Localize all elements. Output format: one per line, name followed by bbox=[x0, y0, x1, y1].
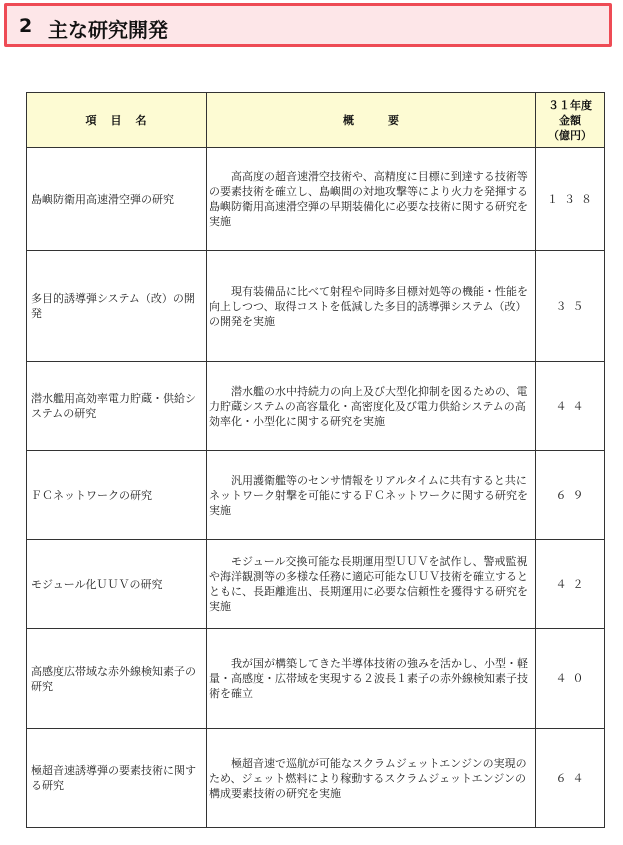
item-name: 島嶼防衛用高速滑空弾の研究 bbox=[27, 148, 207, 251]
header-item-name: 項目名 bbox=[27, 93, 207, 148]
section-title-box bbox=[4, 3, 612, 47]
item-name: 高感度広帯域な赤外線検知素子の研究 bbox=[27, 629, 207, 729]
item-summary: 潜水艦の水中持続力の向上及び大型化抑制を図るための、電力貯蔵システムの高容量化・高密度化及び電力供給システムの高効率化・小型化に関する研究を実施 bbox=[207, 362, 536, 451]
header-amount-year: ３１年度 bbox=[548, 98, 592, 112]
item-name: ＦＣネットワークの研究 bbox=[27, 451, 207, 540]
header-summary bbox=[207, 93, 536, 148]
item-summary: 我が国が構築してきた半導体技術の強みを活かし、小型・軽量・高感度・広帯域を実現する２波長１素子の赤外線検知素子技術を確立 bbox=[207, 629, 536, 729]
section-title: 主な研究開発 bbox=[48, 18, 168, 42]
table-header-row bbox=[27, 93, 605, 148]
item-amount: ６４ bbox=[536, 729, 605, 828]
table-row bbox=[27, 251, 605, 362]
item-name: 潜水艦用高効率電力貯蔵・供給システムの研究 bbox=[27, 362, 207, 451]
table-row bbox=[27, 729, 605, 828]
item-summary: モジュール交換可能な長期運用型ＵＵＶを試作し、警戒監視や海洋観測等の多様な任務に適応可能なＵＵＶ技術を確立するとともに、長距離進出、長期運用に必要な信頼性を獲得する研究を実施 bbox=[207, 540, 536, 629]
header-amount bbox=[536, 93, 605, 148]
item-amount: １３８ bbox=[536, 148, 605, 251]
item-summary: 高高度の超音速滑空技術や、高精度に目標に到達する技術等の要素技術を確立し、島嶼間の対地攻撃等により火力を発揮する島嶼防衛用高速滑空弾の早期装備化に必要な技術に関する研究を実施 bbox=[207, 148, 536, 251]
header-summary-right: 要 bbox=[388, 113, 399, 127]
item-name: 極超音速誘導弾の要素技術に関する研究 bbox=[27, 729, 207, 828]
item-summary: 極超音速で巡航が可能なスクラムジェットエンジンの実現のため、ジェット燃料により稼動するスクラムジェットエンジンの構成要素技術の研究を実施 bbox=[207, 729, 536, 828]
item-amount: ３５ bbox=[536, 251, 605, 362]
header-amount-unit: （億円） bbox=[548, 128, 592, 142]
research-table bbox=[26, 92, 605, 828]
section-number: 2 bbox=[19, 15, 33, 37]
table-row bbox=[27, 629, 605, 729]
table-row bbox=[27, 148, 605, 251]
item-amount: ４０ bbox=[536, 629, 605, 729]
item-amount: ６９ bbox=[536, 451, 605, 540]
header-amount-label: 金額 bbox=[559, 113, 581, 127]
item-name: モジュール化ＵＵＶの研究 bbox=[27, 540, 207, 629]
item-amount: ４２ bbox=[536, 540, 605, 629]
item-amount: ４４ bbox=[536, 362, 605, 451]
table-row bbox=[27, 451, 605, 540]
item-summary: 現有装備品に比べて射程や同時多目標対処等の機能・性能を向上しつつ、取得コストを低減した多目的誘導弾システム（改）の開発を実施 bbox=[207, 251, 536, 362]
item-name: 多目的誘導弾システム（改）の開発 bbox=[27, 251, 207, 362]
header-summary-left: 概 bbox=[343, 113, 354, 127]
table-row bbox=[27, 540, 605, 629]
item-summary: 汎用護衛艦等のセンサ情報をリアルタイムに共有すると共にネットワーク射撃を可能にするＦＣネットワークに関する研究を実施 bbox=[207, 451, 536, 540]
table-row bbox=[27, 362, 605, 451]
